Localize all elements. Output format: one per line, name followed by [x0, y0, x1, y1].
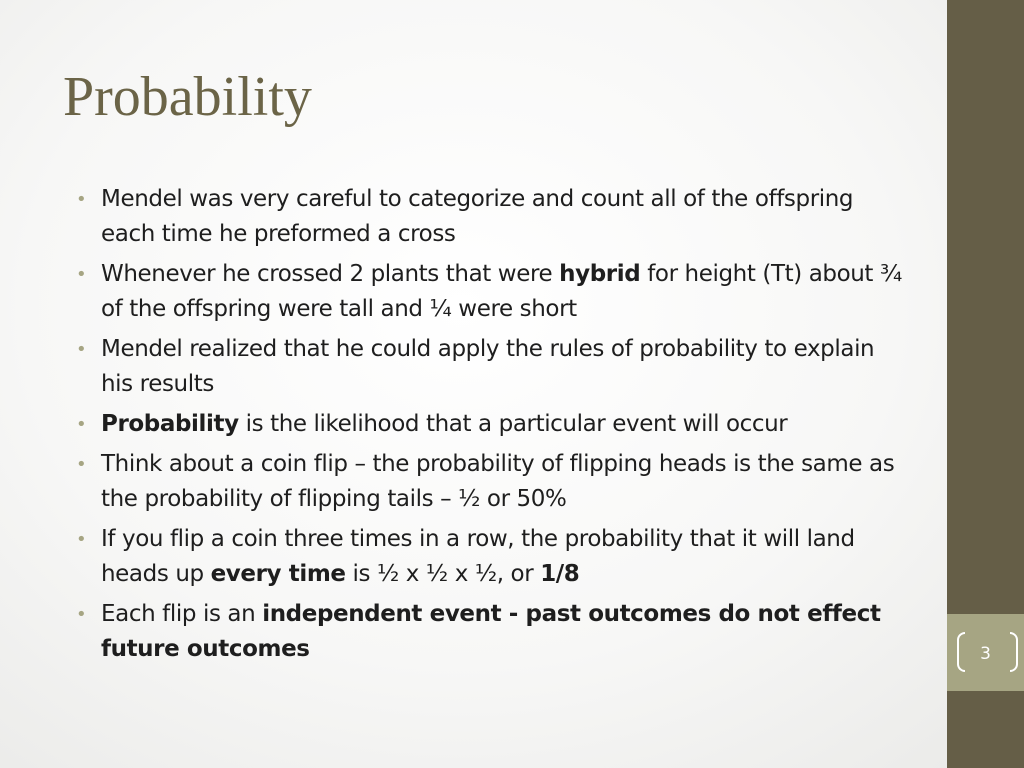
- bullet-text: is ½ x ½ x ½, or: [345, 561, 541, 587]
- slide-title: Probability: [63, 66, 312, 128]
- bullet-text: Think about a coin flip – the probability of flipping heads is the same as the probability of flipping tails – ½ or 50%: [101, 451, 895, 512]
- bullet-item: [76, 182, 906, 252]
- bullet-bold-text: Probability: [101, 411, 239, 437]
- bullet-text: Mendel realized that he could apply the rules of probability to explain his results: [101, 336, 875, 397]
- bullet-dot-icon: •: [76, 529, 87, 550]
- bullet-dot-icon: •: [76, 264, 87, 285]
- page-number-box: [947, 614, 1024, 691]
- bullet-text: is the likelihood that a particular event will occur: [238, 411, 788, 437]
- page-number: 3: [980, 644, 991, 664]
- bullet-item: [76, 407, 906, 442]
- bullet-text: If you flip a coin three times in a row, the probability that it will land heads up: [101, 526, 855, 587]
- bullet-item: [76, 447, 906, 517]
- bullet-text: for height (Tt) about ¾ of the offspring were tall and ¼ were short: [101, 261, 902, 322]
- bullet-bold-text: independent event - past outcomes do not effect future outcomes: [101, 601, 881, 662]
- bullet-dot-icon: •: [76, 189, 87, 210]
- bullet-bold-text: every time: [210, 561, 346, 587]
- bullet-text: Whenever he crossed 2 plants that were: [101, 261, 560, 287]
- bullet-item: [76, 522, 906, 592]
- bullet-list: [76, 182, 906, 672]
- bullet-item: [76, 597, 906, 667]
- bullet-dot-icon: •: [76, 454, 87, 475]
- bullet-dot-icon: •: [76, 339, 87, 360]
- bullet-dot-icon: •: [76, 604, 87, 625]
- bullet-text: Mendel was very careful to categorize and count all of the offspring each time he preformed a cross: [101, 186, 854, 247]
- bullet-text: Each flip is an: [101, 601, 263, 627]
- bullet-dot-icon: •: [76, 414, 87, 435]
- bullet-item: [76, 257, 906, 327]
- bullet-item: [76, 332, 906, 402]
- bullet-bold-text: hybrid: [559, 261, 641, 287]
- bullet-bold-text: 1/8: [540, 561, 580, 587]
